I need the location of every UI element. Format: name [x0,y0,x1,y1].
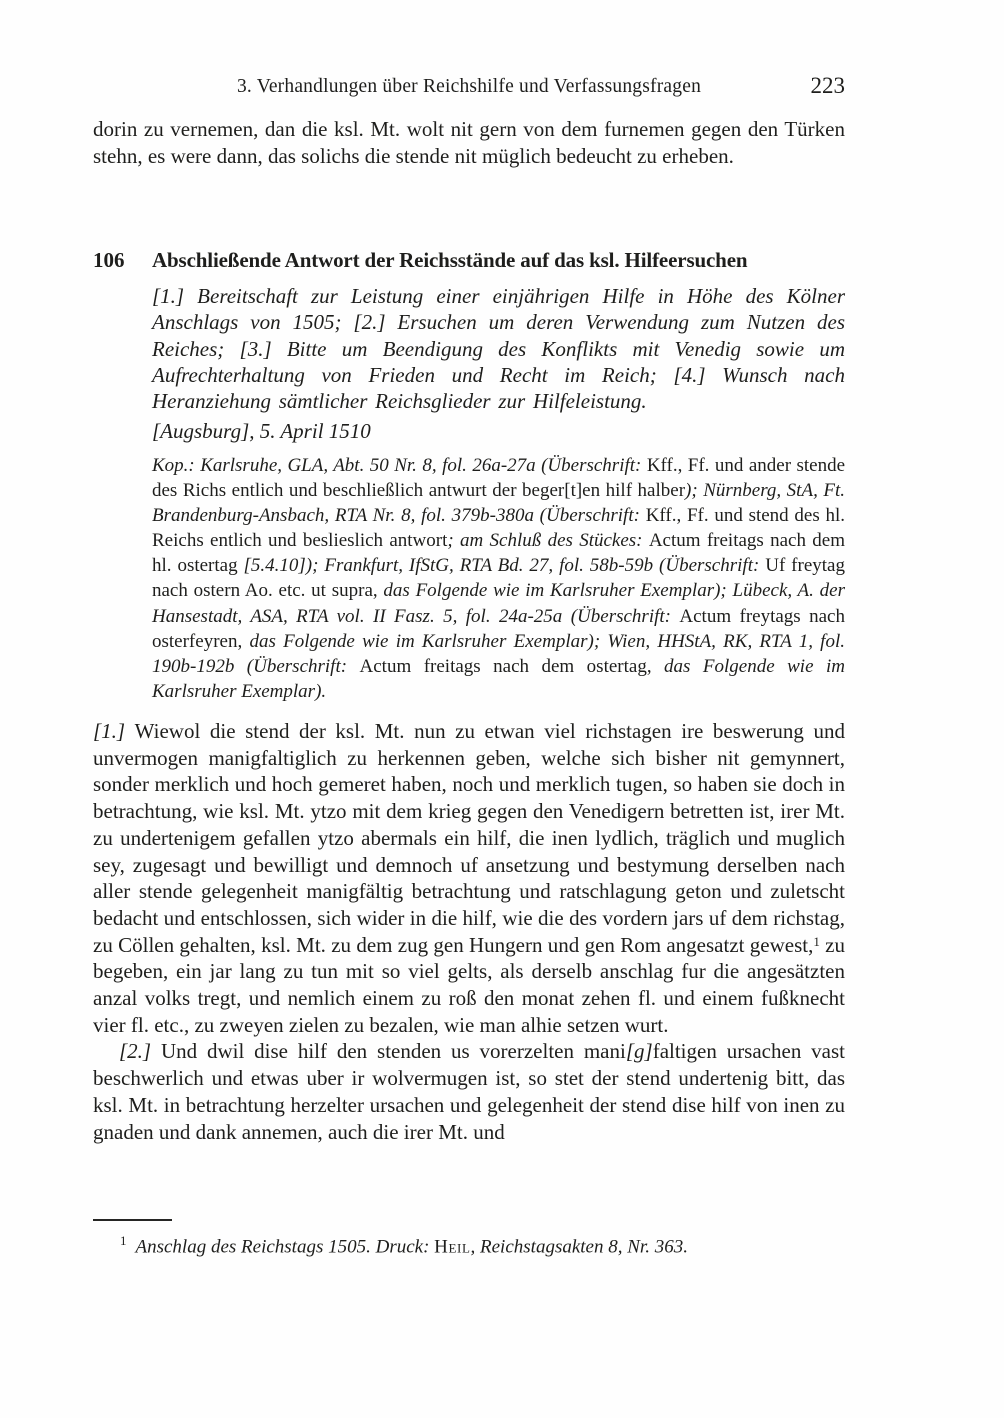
footnote-marker: 1 [120,1233,127,1248]
body-paragraph-1: [1.] Wiewol die stend der ksl. Mt. nun zu etwan viel richstagen ire beswerung und unvermogen manigfaltiglich zu herkennen geben, welche sich bisher nit gemynnert, sonder merklich und hoch gemeret haben, noch und merklich tugen, so haben sie doch in betrachtung, wie ksl. Mt. ytzo mit dem krieg gegen den Venedigern betretten ist, irer Mt. zu undertenigem gefallen ytzo abermals ein hilf, die inen lydlich, träglich und muglich sey, zugesagt und bewilligt und demnoch uf ansetzung und bestymung derselben nach aller stende gelegenheit manigfältig betrachtung und ratschlagung geton und zuletscht bedacht und entschlossen, sich wider in die hilf, wie die des vordern jars uf dem richstag, zu Cöllen gehalten, ksl. Mt. zu dem zug gen Hungern und gen Rom angesatzt gewest,$^1$ zu begeben, ein jar lang zu tun mit so viel gelts, als derselb anschlag fur die angesätzten anzal volks tregt, und nemlich einem zu roß den monat zehen fl. und einem fußknecht vier fl. etc., zu zweyen zielen zu bezalen, wie man alhie setzen wurt. [93,719,845,1037]
intro-paragraph: dorin zu vernemen, dan die ksl. Mt. wolt nit gern von dem furnemen gegen den Türken stehn, es were dann, das solichs die stende nit müglich bedeucht zu erheben. [93,117,845,168]
entry-heading [93,248,853,273]
entry-summary: [1.] Bereitschaft zur Leistung einer einjährigen Hilfe in Höhe des Kölner Anschlags von 1505; [2.] Ersuchen um deren Verwendung zum Nutzen des Reiches; [3.] Bitte um Beendigung des Konflikts mit Venedig sowie um Aufrechterhaltung von Frieden und Recht im Reich; [4.] Wunsch nach Heranziehung sämtlicher Reichsglieder zur Hilfeleistung. [152,284,845,414]
footnote-area [93,1219,845,1259]
page-number: 223 [810,73,845,98]
footnote-rule [93,1219,172,1221]
entry-title: Abschließende Antwort der Reichsstände auf das ksl. Hilfeersuchen [152,248,748,272]
running-head [93,73,845,104]
body-paragraph-2: [2.] Und dwil dise hilf den stenden us vorerzelten mani[g]faltigen ursachen vast beschwerlich und etwas uber ir wolvermugen ist, so stet der stend undertenig bitt, das ksl. Mt. in betrachtung herzelter ursachen und gelegenheit der stend dise hilf von inen zu gnaden und dank annemen, auch die irer Mt. und [93,1039,846,1144]
running-head-title: 3. Verhandlungen über Reichshilfe und Verfassungsfragen [236,76,702,97]
footnote [93,1228,845,1259]
entry-dateline: [Augsburg], 5. April 1510 [152,419,371,443]
footnote-text: Anschlag des Reichstags 1505. Druck: Heil, Reichstagsakten 8, Nr. 363. [135,1236,688,1258]
entry-number: 106 [93,248,125,272]
document-body [93,718,845,1145]
source-note: Kop.: Karlsruhe, GLA, Abt. 50 Nr. 8, fol. 26a-27a (Überschrift: Kff., Ff. und ander stende des Richs entlich und beschließlich antwurt der beger[t]en hilf halber); Nürnberg, StA, Ft. Brandenburg-Ansbach, RTA Nr. 8, fol. 379b-380a (Überschrift: Kff., Ff. und stend des hl. Reichs entlich und beslieslich antwort; am Schluß des Stückes: Actum freitags nach dem hl. ostertag [5.4.10]); Frankfurt, IfStG, RTA Bd. 27, fol. 58b-59b (Überschrift: Uf freytag nach ostern Ao. etc. ut supra, das Folgende wie im Karlsruher Exemplar); Lübeck, A. der Hansestadt, ASA, RTA vol. II Fasz. 5, fol. 24a-25a (Überschrift: Actum freytags nach osterfeyren, das Folgende wie im Karlsruher Exemplar); Wien, HHStA, RK, RTA 1, fol. 190b-192b (Überschrift: Actum freitags nach dem ostertag, das Folgende wie im Karlsruher Exemplar). [152,455,846,702]
